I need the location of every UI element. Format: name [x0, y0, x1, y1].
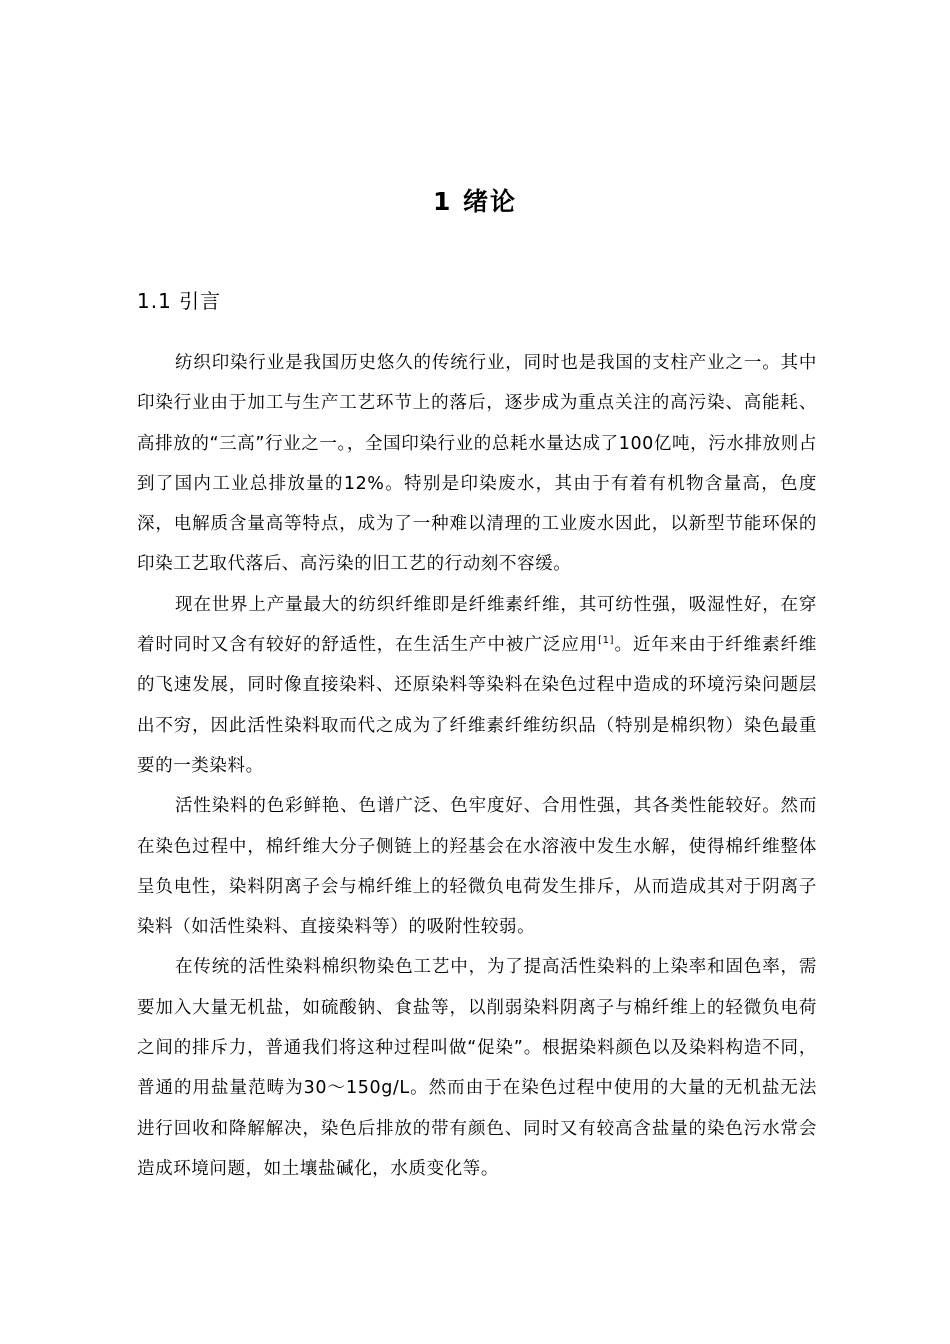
paragraph-4 [137, 947, 817, 1189]
paragraph-text: 在传统的活性染料棉织物染色工艺中，为了提高活性染料的上染率和固色率，需要加入大量无机盐，如硫酸钠、食盐等，以削弱染料阴离子与棉纤维上的轻微负电荷之间的排斥力，普通我们将这种过程叫做“促染”。根据染料颜色以及染料构造不同，普通的用盐量范畴为30～150g/L。然而由于在染色过程中使用的大量的无机盐无法进行回收和降解解决，染色后排放的带有颜色、同时又有较高含盐量的染色污水常会造成环境问题，如土壤盐碱化，水质变化等。 [137, 957, 817, 1179]
citation-reference: [1] [598, 635, 615, 647]
paragraph-2 [137, 585, 817, 786]
section-title: 1.1 引言 [137, 289, 222, 313]
paragraph-text: 纺织印染行业是我国历史悠久的传统行业，同时也是我国的支柱产业之一。其中印染行业由于加工与生产工艺环节上的落后，逐步成为重点关注的高污染、高能耗、高排放的“三高”行业之一。，全国印染行业的总耗水量达成了100亿吨，污水排放则占到了国内工业总排放量的12%。特别是印染废水，其由于有着有机物含量高，色度深，电解质含量高等特点，成为了一种难以清理的工业废水因此，以新型节能环保的印染工艺取代落后、高污染的旧工艺的行动刻不容缓。 [137, 353, 817, 575]
body-text [137, 343, 817, 1189]
paragraph-3 [137, 786, 817, 947]
paragraph-1 [137, 343, 817, 585]
chapter-title: 1 绪论 [432, 187, 518, 216]
paragraph-text-continued: 。近年来由于纤维素纤维的飞速发展，同时像直接染料、还原染料等染料在染色过程中造成的环境污染问题层出不穷，因此活性染料取而代之成为了纤维素纤维纺织品（特别是棉织物）染色最重要的一类染料。 [137, 635, 817, 776]
paragraph-text: 活性染料的色彩鲜艳、色谱广泛、色牢度好、合用性强，其各类性能较好。然而在染色过程中，棉纤维大分子侧链上的羟基会在水溶液中发生水解，使得棉纤维整体呈负电性，染料阴离子会与棉纤维上的轻微负电荷发生排斥，从而造成其对于阴离子染料（如活性染料、直接染料等）的吸附性较弱。 [137, 796, 817, 938]
paragraph-text: 现在世界上产量最大的纺织纤维即是纤维素纤维，其可纺性强，吸湿性好，在穿着时同时又含有较好的舒适性，在生活生产中被广泛应用 [137, 594, 817, 656]
